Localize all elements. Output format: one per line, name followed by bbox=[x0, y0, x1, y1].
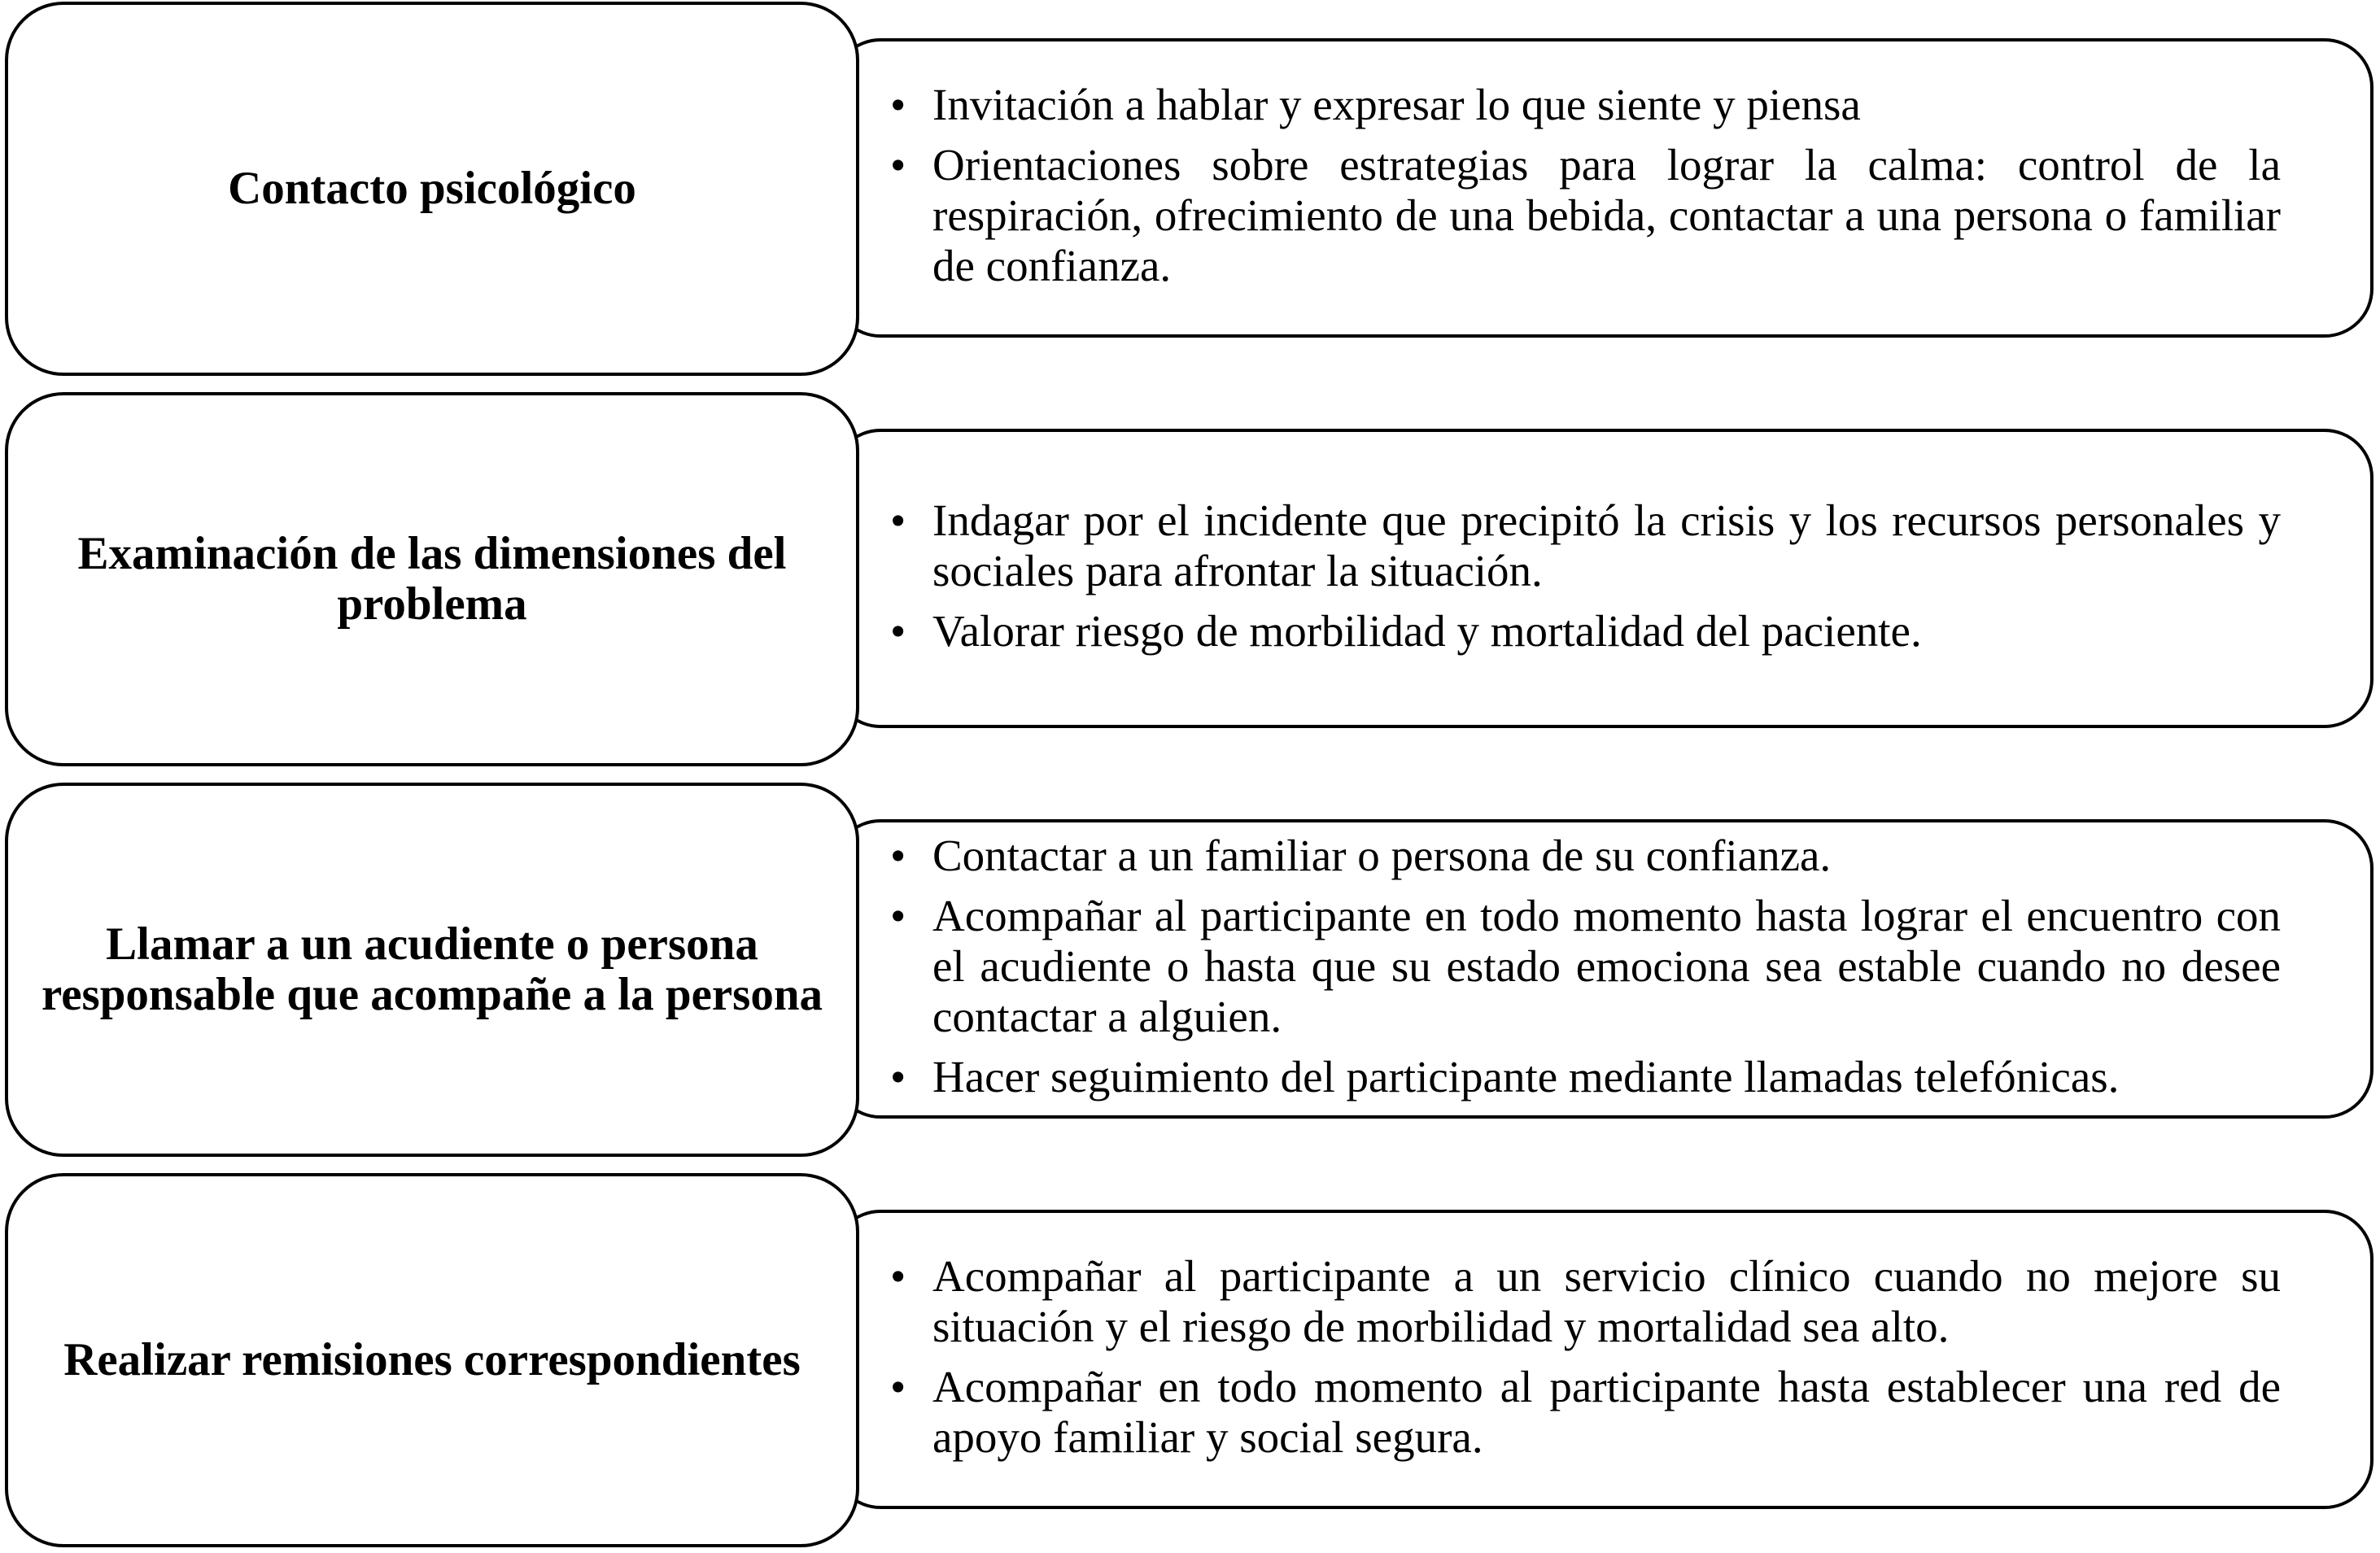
step-1 bbox=[0, 2, 2380, 376]
step-1-bullet-list bbox=[932, 76, 2281, 301]
step-4-bullet-list bbox=[932, 1247, 2281, 1472]
step-2-label-box bbox=[5, 392, 859, 766]
step-1-details-box bbox=[832, 38, 2373, 338]
step-4 bbox=[0, 1173, 2380, 1547]
step-3-details-box bbox=[832, 819, 2373, 1119]
step-4-bullet-2: • Acompañar en todo momento al participante hasta establecer una red de apoyo familiar y social segura. bbox=[932, 1362, 2281, 1463]
step-1-label: Contacto psicológico bbox=[228, 163, 636, 214]
step-2 bbox=[0, 392, 2380, 766]
step-3 bbox=[0, 783, 2380, 1157]
step-2-bullet-1: • Indagar por el incidente que precipitó la crisis y los recursos personales y sociales para afrontar la situación. bbox=[932, 495, 2281, 596]
step-4-bullet-1: • Acompañar al participante a un servicio clínico cuando no mejore su situación y el riesgo de morbilidad y mortalidad sea alto. bbox=[932, 1251, 2281, 1352]
step-1-bullet-2: • Orientaciones sobre estrategias para lograr la calma: control de la respiración, ofrecimiento de una bebida, contactar a una persona o familiar de confianza. bbox=[932, 140, 2281, 291]
step-4-label: Realizar remisiones correspondientes bbox=[63, 1334, 801, 1385]
step-2-bullet-2: • Valorar riesgo de morbilidad y mortalidad del paciente. bbox=[932, 606, 2281, 657]
step-2-label: Examinación de las dimensiones del problema bbox=[77, 528, 787, 630]
step-3-label: Llamar a un acudiente o persona responsable que acompañe a la persona bbox=[41, 918, 823, 1020]
step-1-label-box bbox=[5, 2, 859, 376]
step-3-bullet-list bbox=[932, 827, 2281, 1112]
step-1-bullet-1: • Invitación a hablar y expresar lo que siente y piensa bbox=[932, 80, 2281, 130]
step-3-bullet-2: • Acompañar al participante en todo momento hasta lograr el encuentro con el acudiente o hasta que su estado emociona sea estable cuando no desee contactar a alguien. bbox=[932, 891, 2281, 1042]
step-2-details-box bbox=[832, 429, 2373, 728]
step-3-label-box bbox=[5, 783, 859, 1157]
step-4-label-box bbox=[5, 1173, 859, 1547]
step-3-bullet-3: • Hacer seguimiento del participante mediante llamadas telefónicas. bbox=[932, 1052, 2281, 1102]
step-3-bullet-1: • Contactar a un familiar o persona de su confianza. bbox=[932, 831, 2281, 881]
step-2-bullet-list bbox=[932, 491, 2281, 666]
step-4-details-box bbox=[832, 1210, 2373, 1509]
